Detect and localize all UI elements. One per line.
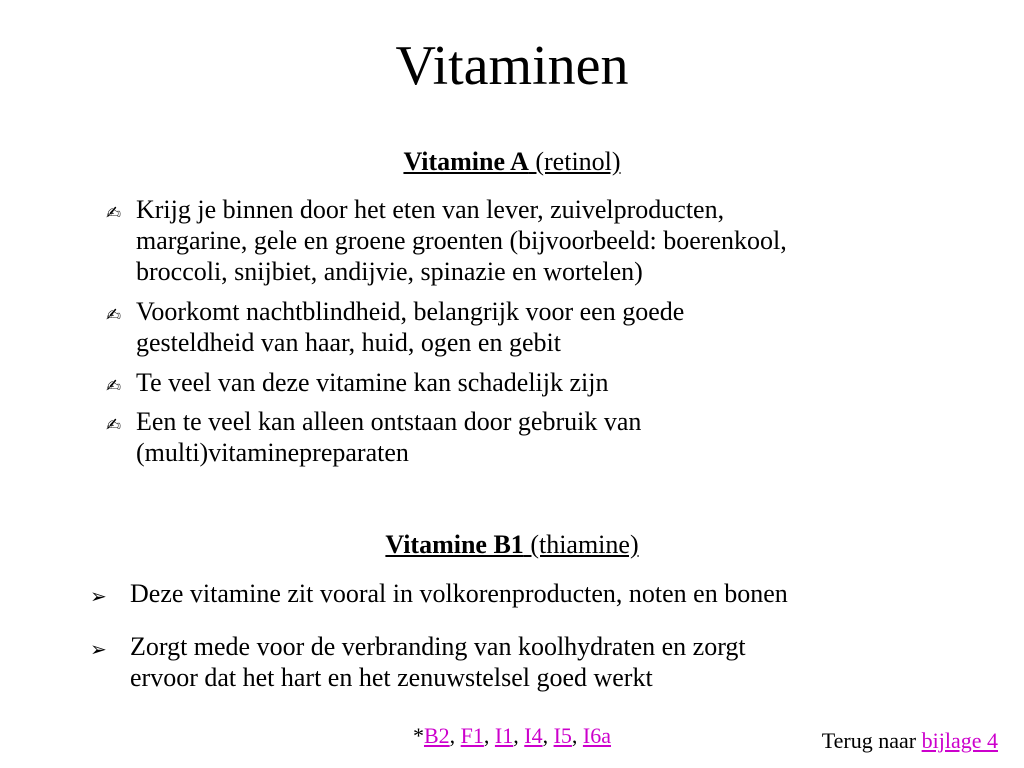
reference-separator: , (513, 723, 525, 748)
link-b2[interactable]: B2 (423, 723, 450, 748)
section-a-bullet-2-line-1: Voorkomt nachtblindheid, belangrijk voor een goede (136, 297, 685, 326)
reference-prefix: * (412, 723, 424, 748)
arrow-bullet-icon: ➢ (90, 584, 107, 608)
arrow-bullet-icon: ➢ (90, 637, 107, 661)
section-a-heading-bold: Vitamine A (403, 147, 529, 176)
section-b1-bullet-2 (90, 631, 990, 693)
reference-separator: , (449, 723, 461, 748)
section-a-heading-rest: (retinol) (528, 147, 621, 176)
pencil-icon: ✍ (106, 376, 122, 397)
reference-separator: , (542, 723, 554, 748)
reference-separator: , (571, 723, 583, 748)
section-a-bullet-4 (106, 406, 946, 468)
back-label: Terug naar (821, 728, 922, 753)
pencil-icon: ✍ (106, 415, 122, 436)
section-b1-heading-bold: Vitamine B1 (385, 530, 524, 559)
section-a-bullet-3-line-1: Te veel van deze vitamine kan schadelijk zijn (136, 368, 609, 397)
pencil-icon: ✍ (106, 203, 122, 224)
back-navigation (822, 727, 998, 755)
section-a-bullet-2 (106, 296, 946, 358)
section-a-bullet-4-line-2: (multi)vitaminepreparaten (136, 438, 409, 467)
section-b1-heading-rest: (thiamine) (523, 530, 639, 559)
section-b1-heading (0, 529, 1024, 561)
link-f1[interactable]: F1 (460, 723, 484, 748)
section-b1-bullet-1-line-1: Deze vitamine zit vooral in volkorenproducten, noten en bonen (130, 579, 788, 608)
section-b1-bullet-2-line-1: Zorgt mede voor de verbranding van koolhydraten en zorgt (130, 632, 746, 661)
link-i4[interactable]: I4 (524, 723, 543, 748)
link-i1[interactable]: I1 (494, 723, 514, 748)
section-a-bullet-2-line-2: gesteldheid van haar, huid, ogen en gebit (136, 328, 561, 357)
section-a-bullet-4-line-1: Een te veel kan alleen ontstaan door gebruik van (136, 407, 642, 436)
link-i5[interactable]: I5 (553, 723, 572, 748)
section-a-bullet-1-line-3: broccoli, snijbiet, andijvie, spinazie en wortelen) (136, 257, 643, 286)
reference-separator: , (483, 723, 495, 748)
section-a-bullet-1-line-1: Krijg je binnen door het eten van lever, zuivelproducten, (136, 195, 725, 224)
link-i6a[interactable]: I6a (582, 723, 611, 748)
slide-title: Vitaminen (395, 35, 629, 97)
section-a-bullet-1-line-2: margarine, gele en groene groenten (bijvoorbeeld: boerenkool, (136, 226, 787, 255)
pencil-icon: ✍ (106, 305, 122, 326)
section-a-heading (0, 146, 1024, 178)
section-a-bullet-3 (106, 367, 946, 398)
section-a-bullet-1 (106, 194, 946, 287)
section-b1-bullet-2-line-2: ervoor dat het hart en het zenuwstelsel goed werkt (130, 663, 653, 692)
back-link-bijlage-4[interactable]: bijlage 4 (921, 728, 998, 753)
section-b1-bullet-1 (90, 578, 990, 609)
